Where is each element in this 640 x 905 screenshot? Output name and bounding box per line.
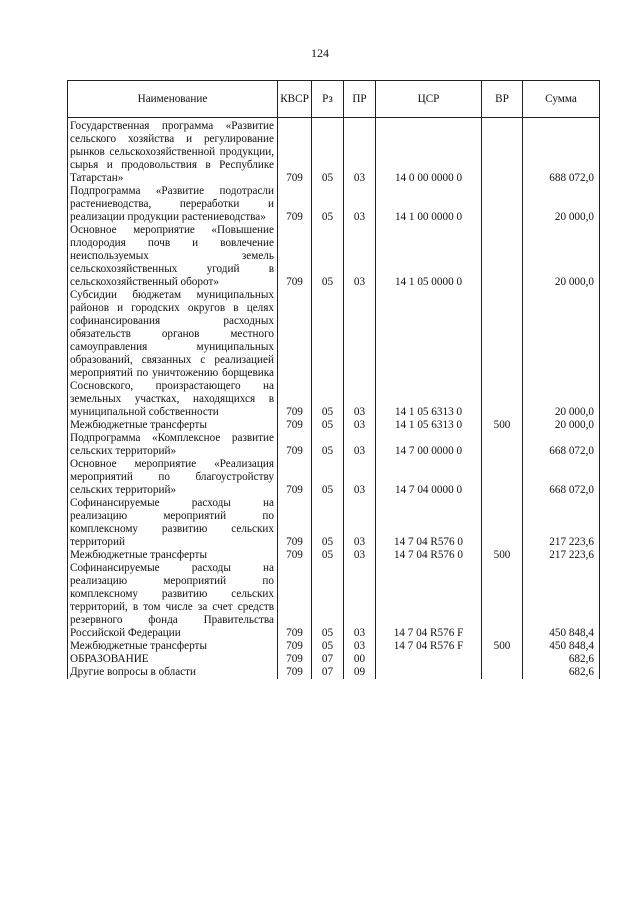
- cell-rz: 05: [312, 640, 344, 653]
- cell-pr: 00: [344, 653, 376, 666]
- cell-vr: [482, 120, 523, 185]
- cell-csr: 14 1 00 0000 0: [376, 185, 482, 224]
- cell-rz: 05: [312, 185, 344, 224]
- cell-name: Софинансируемые расходы на реализацию мероприятий по комплексному развитию сельских территорий, в том числе за счет средств резервного фонда Правительства Российской Федерации: [68, 562, 278, 640]
- cell-sum: 688 072,0: [523, 120, 600, 185]
- cell-name: Межбюджетные трансферты: [68, 549, 278, 562]
- cell-name: Государственная программа «Развитие сельского хозяйства и регулирование рынков сельскохозяйственной продукции, сырья и продовольствия в Республике Татарстан»: [68, 120, 278, 185]
- table-header-row: [68, 81, 600, 118]
- cell-vr: [482, 185, 523, 224]
- cell-vr: [482, 497, 523, 549]
- cell-sum: 217 223,6: [523, 497, 600, 549]
- header-rz: Рз: [312, 81, 344, 118]
- table-body: [68, 118, 600, 680]
- cell-vr: [482, 562, 523, 640]
- cell-pr: 03: [344, 432, 376, 458]
- cell-name: Основное мероприятие «Повышение плодородия почв и вовлечение неиспользуемых земель сельскохозяйственных угодий в сельскохозяйственный оборот»: [68, 224, 278, 289]
- table-row: [68, 432, 600, 458]
- cell-vr: 500: [482, 549, 523, 562]
- cell-csr: 14 7 00 0000 0: [376, 432, 482, 458]
- cell-sum: 217 223,6: [523, 549, 600, 562]
- cell-pr: 03: [344, 224, 376, 289]
- cell-csr: 14 7 04 R576 0: [376, 549, 482, 562]
- cell-name: Подпрограмма «Комплексное развитие сельских территорий»: [68, 432, 278, 458]
- cell-vr: [482, 666, 523, 679]
- cell-kvsr: 709: [278, 224, 312, 289]
- cell-sum: 20 000,0: [523, 289, 600, 419]
- table-row: [68, 458, 600, 497]
- cell-name: Подпрограмма «Развитие подотрасли растениеводства, переработки и реализации продукции растениеводства»: [68, 185, 278, 224]
- cell-csr: 14 7 04 R576 F: [376, 640, 482, 653]
- cell-sum: 682,6: [523, 666, 600, 679]
- cell-pr: 03: [344, 497, 376, 549]
- cell-name: ОБРАЗОВАНИЕ: [68, 653, 278, 666]
- cell-csr: 14 7 04 R576 0: [376, 497, 482, 549]
- cell-name: Основное мероприятие «Реализация мероприятий по благоустройству сельских территорий»: [68, 458, 278, 497]
- cell-vr: [482, 224, 523, 289]
- cell-pr: 03: [344, 419, 376, 432]
- cell-csr: [376, 653, 482, 666]
- cell-pr: 03: [344, 549, 376, 562]
- cell-vr: [482, 653, 523, 666]
- cell-pr: 03: [344, 458, 376, 497]
- cell-csr: 14 1 05 6313 0: [376, 419, 482, 432]
- header-pr: ПР: [344, 81, 376, 118]
- cell-sum: 20 000,0: [523, 419, 600, 432]
- cell-pr: 03: [344, 562, 376, 640]
- cell-rz: 05: [312, 562, 344, 640]
- cell-vr: 500: [482, 640, 523, 653]
- cell-rz: 07: [312, 653, 344, 666]
- cell-kvsr: 709: [278, 653, 312, 666]
- cell-sum: 450 848,4: [523, 640, 600, 653]
- cell-name: Софинансируемые расходы на реализацию мероприятий по комплексному развитию сельских территорий: [68, 497, 278, 549]
- cell-rz: 05: [312, 497, 344, 549]
- cell-pr: 03: [344, 185, 376, 224]
- cell-pr: 03: [344, 640, 376, 653]
- cell-vr: [482, 458, 523, 497]
- cell-kvsr: 709: [278, 549, 312, 562]
- cell-rz: 05: [312, 432, 344, 458]
- cell-csr: 14 7 04 R576 F: [376, 562, 482, 640]
- budget-table: [67, 80, 599, 679]
- header-kvsr: КВСР: [278, 81, 312, 118]
- cell-vr: [482, 289, 523, 419]
- header-sum: Сумма: [523, 81, 600, 118]
- table-row: [68, 224, 600, 289]
- table-row: [68, 497, 600, 549]
- cell-rz: 05: [312, 224, 344, 289]
- cell-name: Другие вопросы в области: [68, 666, 278, 679]
- cell-csr: 14 7 04 0000 0: [376, 458, 482, 497]
- cell-pr: 03: [344, 120, 376, 185]
- header-name: Наименование: [68, 81, 278, 118]
- table-row: [68, 640, 600, 653]
- table-row: [68, 666, 600, 679]
- table-row: [68, 289, 600, 419]
- cell-kvsr: 709: [278, 458, 312, 497]
- cell-rz: 05: [312, 120, 344, 185]
- cell-name: Межбюджетные трансферты: [68, 419, 278, 432]
- cell-kvsr: 709: [278, 419, 312, 432]
- cell-sum: 668 072,0: [523, 432, 600, 458]
- cell-pr: 09: [344, 666, 376, 679]
- table-row: [68, 653, 600, 666]
- cell-kvsr: 709: [278, 562, 312, 640]
- cell-sum: 450 848,4: [523, 562, 600, 640]
- cell-csr: [376, 666, 482, 679]
- cell-name: Межбюджетные трансферты: [68, 640, 278, 653]
- table-row: [68, 185, 600, 224]
- table-row: [68, 562, 600, 640]
- cell-rz: 05: [312, 419, 344, 432]
- cell-sum: 668 072,0: [523, 458, 600, 497]
- table-row: [68, 549, 600, 562]
- cell-name: Субсидии бюджетам муниципальных районов и городских округов в целях софинансирования расходных обязательств органов местного самоуправления муниципальных образований, связанных с реализацией мероприятий по уничтожению борщевика Сосновского, произрастающего на земельных участках, находящихся в муниципальной собственности: [68, 289, 278, 419]
- cell-csr: 14 0 00 0000 0: [376, 120, 482, 185]
- cell-sum: 20 000,0: [523, 185, 600, 224]
- header-vr: ВР: [482, 81, 523, 118]
- cell-kvsr: 709: [278, 185, 312, 224]
- cell-sum: 682,6: [523, 653, 600, 666]
- cell-rz: 05: [312, 289, 344, 419]
- table-row: [68, 419, 600, 432]
- cell-csr: 14 1 05 0000 0: [376, 224, 482, 289]
- header-csr: ЦСР: [376, 81, 482, 118]
- cell-sum: 20 000,0: [523, 224, 600, 289]
- page-number: 124: [311, 46, 329, 60]
- cell-kvsr: 709: [278, 432, 312, 458]
- cell-kvsr: 709: [278, 666, 312, 679]
- cell-vr: 500: [482, 419, 523, 432]
- cell-rz: 05: [312, 549, 344, 562]
- cell-rz: 05: [312, 458, 344, 497]
- cell-rz: 07: [312, 666, 344, 679]
- cell-kvsr: 709: [278, 120, 312, 185]
- cell-kvsr: 709: [278, 289, 312, 419]
- cell-kvsr: 709: [278, 640, 312, 653]
- table-row: [68, 120, 600, 185]
- cell-csr: 14 1 05 6313 0: [376, 289, 482, 419]
- cell-vr: [482, 432, 523, 458]
- cell-pr: 03: [344, 289, 376, 419]
- cell-kvsr: 709: [278, 497, 312, 549]
